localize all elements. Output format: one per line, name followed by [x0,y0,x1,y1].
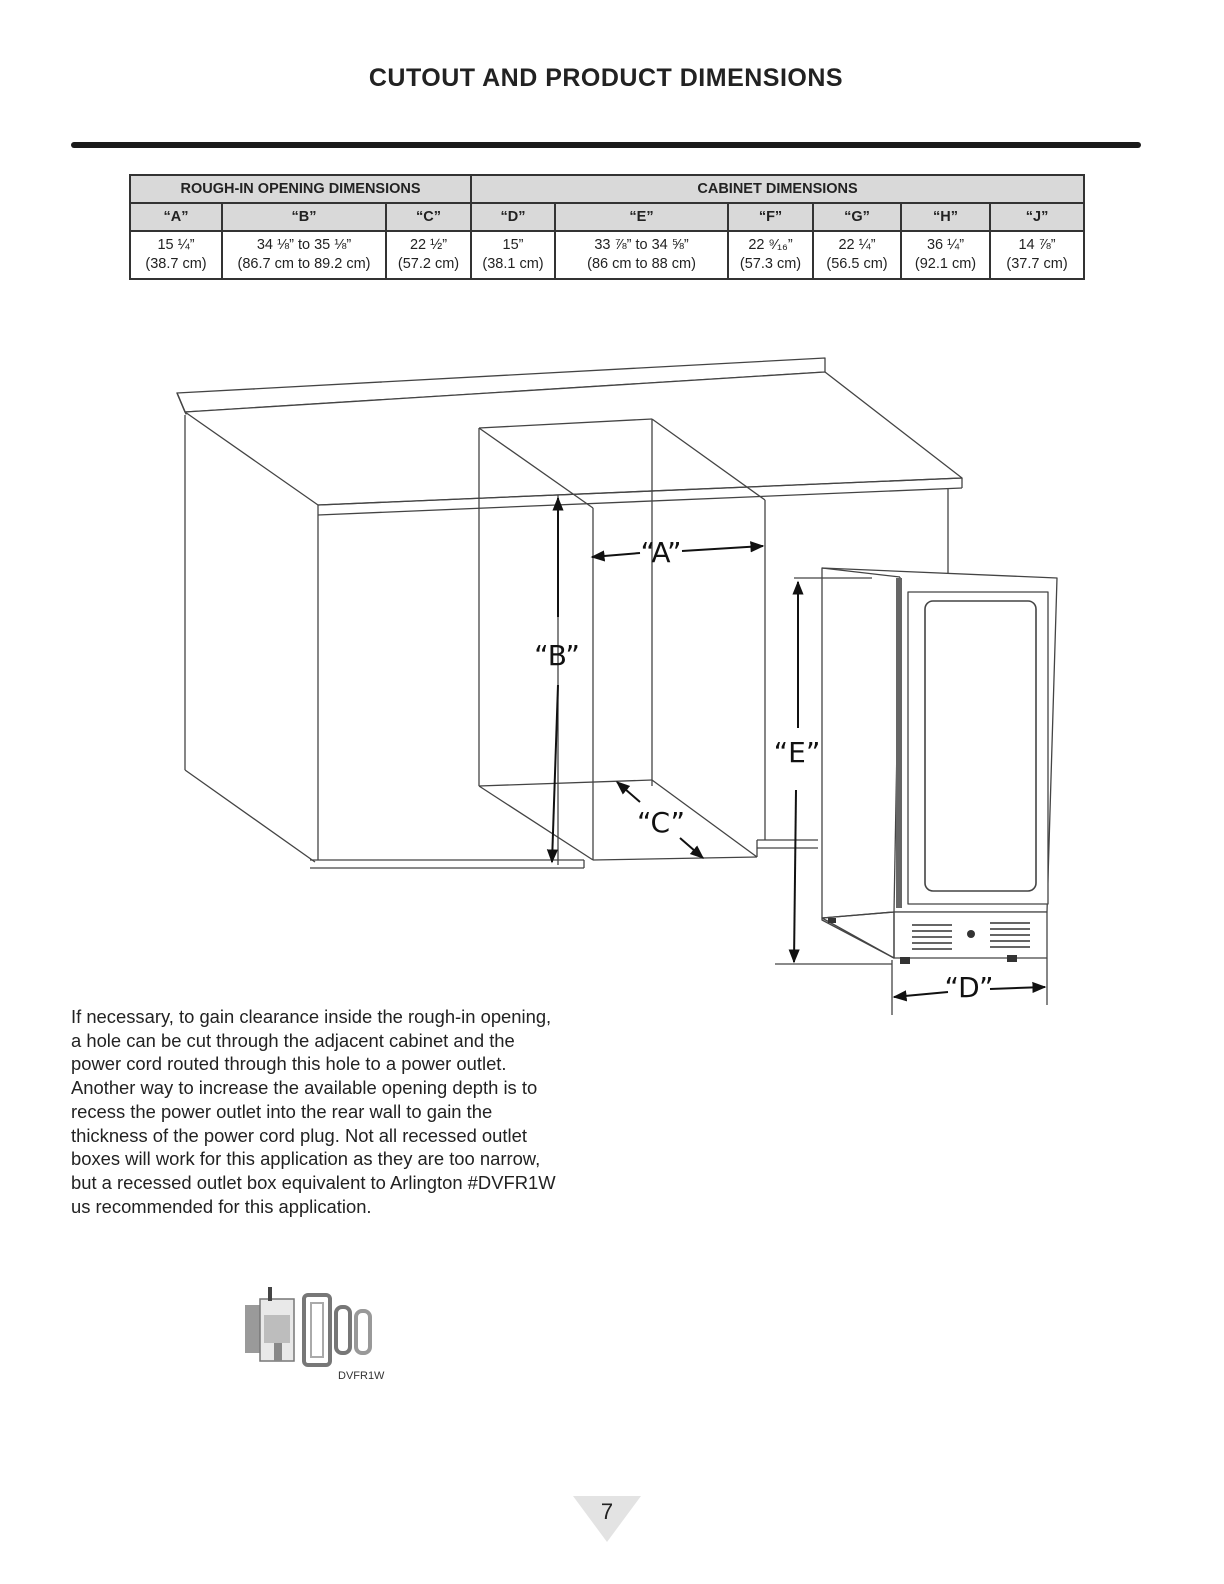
column-key-a: “A” [130,203,222,231]
column-key-c: “C” [386,203,471,231]
arrow-a-left [592,553,640,557]
column-key-d: “D” [471,203,555,231]
column-key-e: “E” [555,203,728,231]
value-g-metric: (56.5 cm) [826,256,888,272]
column-key-h: “H” [901,203,990,231]
label-a: “A” [640,536,682,569]
value-e-imperial: 33 ⅞” to 34 ⅝” [594,237,689,253]
value-d-metric: (38.1 cm) [482,256,544,272]
recessed-outlet-box-image [240,1285,390,1385]
value-j-metric: (37.7 cm) [1006,256,1068,272]
outlet-caption: DVFR1W [338,1370,385,1382]
column-key-j: “J” [990,203,1084,231]
value-f-metric: (57.3 cm) [739,256,802,272]
clearance-paragraph: If necessary, to gain clearance inside the rough-in opening, a hole can be cut through the adjacent cabinet and the power cord routed through this hole to a power outlet. Another way to increase the available opening depth is to recess the power outlet into the rear wall to gain the thickness of the power cord plug. Not all recessed outlet boxes will work for this application as they are too narrow, but a recessed outlet box equivalent to Arlington #DVFR1W us recommended for this application. [71,1006,556,1217]
arrow-c-lower [680,838,703,858]
rough-in-header: ROUGH-IN OPENING DIMENSIONS [130,175,471,203]
arrow-e-down [794,790,796,962]
page-number: 7 [600,1499,614,1524]
value-h-metric: (92.1 cm) [914,256,977,272]
cabinet-header: CABINET DIMENSIONS [471,175,1084,203]
value-e-metric: (86 cm to 88 cm) [587,256,696,272]
value-c-metric: (57.2 cm) [397,256,460,272]
arrow-a-right [682,546,763,551]
value-a-metric: (38.7 cm) [145,256,207,272]
outlet-box-icon [245,1287,370,1365]
value-d-imperial: 15” [502,237,524,253]
column-key-f: “F” [728,203,813,231]
value-b-imperial: 34 ⅛” to 35 ⅛” [256,237,352,253]
wine-cooler [822,568,1057,964]
value-g-imperial: 22 ¼” [838,237,876,253]
page-title: CUTOUT AND PRODUCT DIMENSIONS [368,64,844,92]
arrow-d-right [990,987,1045,989]
arrow-d-left [894,992,948,997]
value-c-imperial: 22 ½” [409,237,448,253]
label-e: “E” [773,736,821,769]
value-f-imperial: 22 ⁹⁄₁₆” [748,237,793,253]
column-key-g: “G” [813,203,901,231]
label-b: “B” [534,639,580,672]
value-b-metric: (86.7 cm to 89.2 cm) [237,256,371,272]
label-d: “D” [944,971,994,1004]
value-h-imperial: 36 ¼” [926,237,965,253]
label-c: “C” [636,806,686,839]
column-key-b: “B” [222,203,386,231]
arrow-c-upper [617,782,640,802]
value-a-imperial: 15 ¼” [157,237,195,253]
value-j-imperial: 14 ⅞” [1018,237,1056,253]
